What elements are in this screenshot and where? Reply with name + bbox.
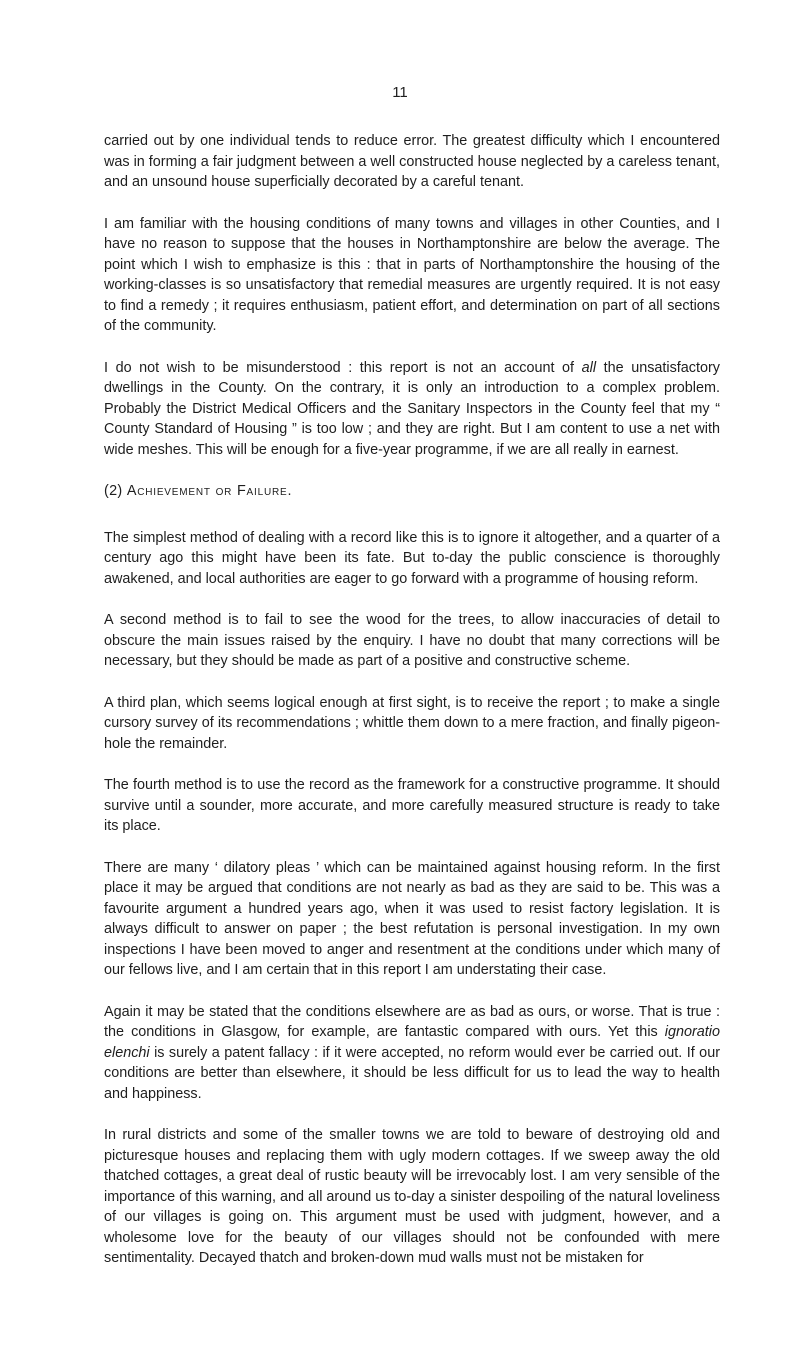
paragraph-misunderstood-start: I do not wish to be misunderstood : this report is not an account of: [104, 359, 582, 376]
section-number: (2): [104, 483, 123, 499]
page-body: [104, 131, 720, 1290]
paragraph-rural-districts: In rural districts and some of the smaller towns we are told to beware of destroying old and picturesque houses and replacing them with ugly modern cottages. If we sweep away the old thatched cottages, a great deal of rustic beauty will be irrevocably lost. I am very sensible of the importance of this warning, and all around us to-day a sinister despoiling of the natural loveliness of our villages is going on. This argument must be used with judgment, however, and a wholesome love for the beauty of our villages should not be confounded with mere sentimentality. Decayed thatch and broken-down mud walls must not be mistaken for: [104, 1127, 720, 1266]
paragraph-error: carried out by one individual tends to reduce error. The greatest difficulty which I encountered was in forming a fair judgment between a well constructed house neglected by a careless tenant, and an unsound house superficially decorated by a careful tenant.: [104, 133, 720, 190]
paragraph-glasgow: [104, 1002, 720, 1105]
paragraph-glasgow-start: Again it may be stated that the conditions elsewhere are as bad as ours, or worse. That is true : the conditions in Glasgow, for example, are fantastic compared with ours. Yet this: [104, 1003, 720, 1040]
paragraph-misunderstood-end: the unsatisfactory dwellings in the County. On the contrary, it is only an introduction to a complex problem. Probably the District Medical Officers and the Sanitary Inspectors in the County feel that my “ County Standard of Housing ” is too low ; and they are right. But I am content to use a net with wide meshes. This will be enough for a five-year programme, if we are all really in earnest.: [104, 359, 720, 458]
paragraph-dilatory-pleas: There are many ‘ dilatory pleas ’ which can be maintained against housing reform. In the first place it may be argued that conditions are not nearly as bad as they are said to be. This was a favourite argument a hundred years ago, when it was used to resist factory legislation. It is always difficult to answer on paper ; the best refutation is personal investigation. In my own inspections I have been moved to anger and resentment at the conditions under which many of our fellows live, and I am certain that in this report I am understating their case.: [104, 859, 720, 978]
paragraph-third-plan: A third plan, which seems logical enough at first sight, is to receive the report ; to make a single cursory survey of its recommendations ; whittle them down to a mere fraction, and finally pigeon-hole the remainder.: [104, 694, 720, 752]
emphasis-ignoratio-elenchi: ignoratio elenchi: [104, 1024, 720, 1061]
section-heading: [104, 481, 720, 502]
emphasis-all: all: [581, 359, 597, 376]
paragraph-second-method: A second method is to fail to see the wood for the trees, to allow inaccuracies of detail to obscure the main issues raised by the enquiry. I have no doubt that many corrections will be necessary, but they should be made as part of a positive and constructive scheme.: [104, 612, 720, 669]
paragraph-glasgow-end: is surely a patent fallacy : if it were accepted, no reform would ever be carried out. If our conditions are better than elsewhere, it should be less difficult for us to lead the way to health and happiness.: [104, 1044, 720, 1102]
paragraph-simplest-method: The simplest method of dealing with a record like this is to ignore it altogether, and a quarter of a century ago this might have been its fate. But to-day the public conscience is thoroughly awakened, and local authorities are eager to go forward with a programme of housing reform.: [104, 529, 720, 587]
paragraph-fourth-method: The fourth method is to use the record as the framework for a constructive programme. It should survive until a sounder, more accurate, and more carefully measured structure is ready to take its place.: [104, 777, 720, 834]
paragraph-misunderstood: [104, 358, 720, 461]
paragraph-familiar: I am familiar with the housing conditions of many towns and villages in other Counties, and I have no reason to suppose that the houses in Northamptonshire are below the average. The point which I wish to emphasize is this : that in parts of Northamptonshire the housing of the working-classes is so unsatisfactory that remedial measures are urgently required. It is not easy to find a remedy ; it requires enthusiasm, patient effort, and determination on part of all sections of the community.: [104, 215, 720, 334]
page-number: 11: [392, 84, 408, 101]
section-title: Achievement or Failure.: [126, 483, 293, 499]
